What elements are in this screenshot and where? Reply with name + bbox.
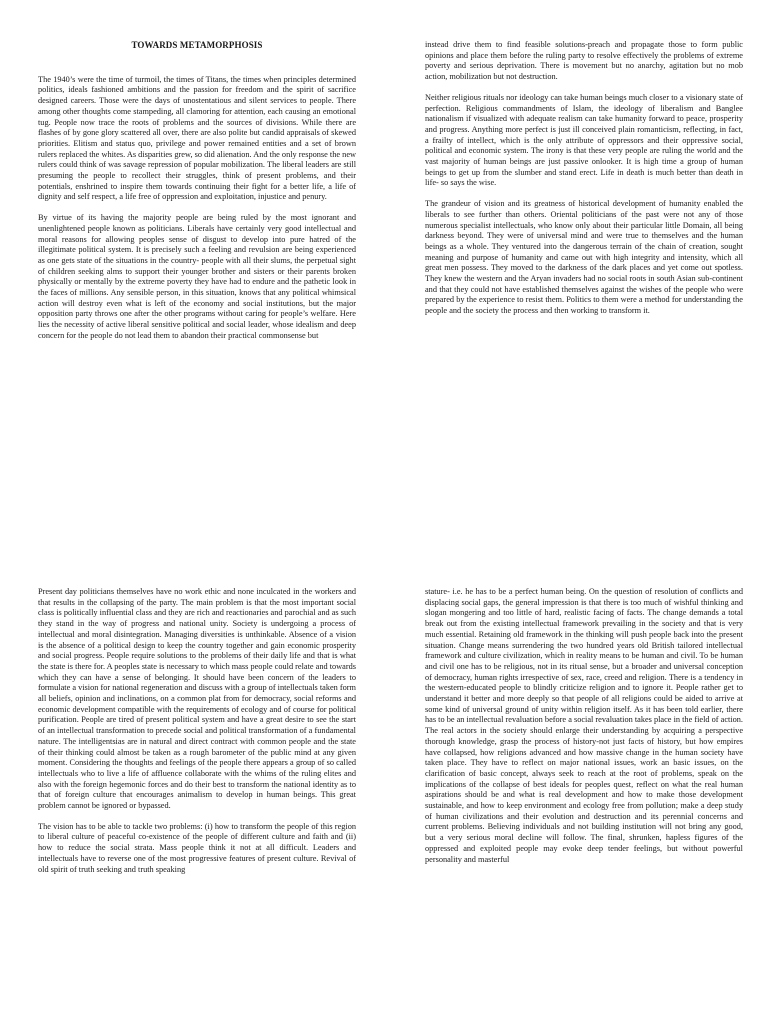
top-left-column bbox=[38, 40, 356, 352]
page-title: TOWARDS METAMORPHOSIS bbox=[131, 40, 263, 50]
paragraph: The 1940’s were the time of turmoil, the times of Titans, the times when principles determined politics, ideals fashioned ambitions and the passion for freedom and the spirit of sacrifice designed careers. Those were the days of unostentatious and silent services to people. There among other thoughts come stampeding, all clamoring for attention, each causing an emotional tug. People now trace the roots of problems and the sources of divisions. While there are flashes of by gone glory scattered all over, there are also polite but candid appraisals of skewed priorities. Elitism and status quo, privilege and power remained entities and a set of brown rulers replaced the whites. As disparities grew, so did alienation. And the only response the new rulers could think of was savage repression of popular mobilization. The liberal leaders are still presuming the people to recollect their struggles, think of present problems, and their potentials, enshrined to inspire them towards continuing their fight for a better life, a life of dignity and self respect, a life free of oppression and exploitation, injustice and penury. bbox=[38, 74, 356, 202]
paragraph: By virtue of its having the majority people are being ruled by the most ignorant and unenlightened people known as politicians. Liberals have certainly very good intellectual and moral reasons for allowing peoples sense of disgust to develop into pure hatred of the illegitimate political system. It is precisely such a feeling and revulsion are being experienced as one gets state of the situations in the country- people with all their slums, the perpetual sight of children seeking alms to support their younger brother and sisters or their parents broken physically or mentally by the extreme poverty they have had to endure and the pathetic look in the faces of millions. Any sensible person, in this situation, knows that any political whimsical action will destroy even what is left of the economy and social institutions, but the major opposition party throws one after the other programs without caring for people’s welfare. Here lies the necessity of active liberal sensitive political and social leader, whose idealism and deep concern for the people do not lead them to abandon their practical commonsense but bbox=[38, 213, 356, 340]
bottom-left-column bbox=[38, 587, 356, 885]
top-right-column bbox=[425, 40, 743, 327]
paragraph: The vision has to be able to tackle two problems: (i) how to transform the people of this region to liberal culture of peaceful co-existence of the people of different culture and faith and (ii) how to reduce the social strata. Mass people think it not at all difficult. Leaders and intellectuals have to reverse one of the most progressive features of present culture. Revival of old spirit of truth seeking and truth speaking bbox=[38, 821, 356, 874]
paragraph: stature- i.e. he has to be a perfect human being. On the question of resolution of conflicts and displacing social gaps, the general impression is that there is too much of wishful thinking and slogan mongering and too little of hard, realistic facing of facts. The change demands a total break out from the existing intellectual framework prevailing in the society and that is very much essential. Retaining old framework in the thinking will push people back into the present situation. Change means surrendering the two hundred years old British tailored intellectual framework and culture civilization, which in reality means to be human and civil. To be human and civil one has to be religious, not in its ritual sense, but a broader and universal conception of democracy, human rights irrespective of sex, race, creed and religion. There is a tendency in the western-educated people to blindly criticize religion and to ignore it. People rather get to understand it better and more deeply so that people of all religions could be aided to arrive at some kind of universal ground of unity within religion itself. As it has been told earlier, there has to be an intellectual revaluation before a social revaluation takes place in the field of action. The real actors in the society should enlarge their understanding by acquiring a perspective thorough knowledge, grasp the process of history-not just facts of history, but how empires have collapsed, how religions advanced and how massive change in the human society have taken place. They have to reflect on major national issues, work an basic issues, on the clarification of basic concept, always seek to reach at the root of problems, speak on the implications of the collapse of best ideals for peoples quest, reflect on what the real human aspirations should be and what is real development and how to make those development sustainable, and how to keep environment and ecology free from pollution; make a deep study of human civilizations and their evolution and destruction and its perennial concerns and current problems. Believing individuals and not building institution will not bring any good, but a very serious moral decline will follow. The final, shrunken, hapless figures of the oppressed and exploited people may evoke deep tender feelings, but without powerful personality and masterful bbox=[425, 587, 743, 864]
paragraph: Present day politicians themselves have no work ethic and none inculcated in the workers and that results in the collapsing of the party. The main problem is that the most important social class is politically influential class and they are rich and reactionaries and parochial and as such they stand in the way of progress and national unity. Society is undergoing a process of intellectual and moral disintegration. Managing diversities is unthinkable. Absence of a vision is the absence of a political design to keep the country together and gain economic prosperity and social progress. People require solutions to the problems of their daily life and that is what the state is there for. A peoples state is necessary to which mass people could relate and towards which they can have a sense of belonging. It should have been concern of the leaders to formulate a vision for national regeneration and discuss with a group of intellectuals taken form all beliefs, opinion and inclinations, on a common plat from for democracy, social reforms and economic development compatible with the requirements of ecology and of course for political purification. People are tired of present political system and have a great desire to see the start of an intellectual transformation to precede social and political transformation of a fundamental nature. The intelligentsias are in natural and direct contract with common people and the state of their thinking could almost be taken as a rough barometer of the public mind at any given moment. Considering the thoughts and feelings of the people there appears a group of so called intellectuals who to live a life of affluence collaborate with the whims of the ruling elites and also with the foreign hegemonic forces and do their best to transform the national identity as to that of foreign culture that encourages animalism to develop in human beings. This great problem cannot be ignored or bypassed. bbox=[38, 587, 356, 811]
paragraph: instead drive them to find feasible solutions-preach and propagate those to form public opinions and place them before the ruling party to resolve effectively the problems of extreme poverty and serious deprivation. There is movement but no anarchy, agitation but no mob action, mobilization but not destruction. bbox=[425, 40, 743, 82]
paragraph: Neither religious rituals nor ideology can take human beings much closer to a visionary state of perfection. Religious commandments of Islam, the ideology of liberalism and Banglee nationalism if visualized with adequate realism can take humanity forward to peace, prosperity and progress. Anything more perfect is just ill conceived plain romanticism, reflecting, in fact, a frailty of intellect, which is the only attribute of oppressors and their oppressive social, political and economic system. The irony is that these very people are ruling the world and the vast majority of human beings are just passive onlooker. It is high time a group of human beings to get up from the slumber and stand erect. Life in death is much better than death in life- so says the wise. bbox=[425, 92, 743, 188]
paragraph: The grandeur of vision and its greatness of historical development of humanity enabled the liberals to see further than others. Oriental politicians of the past were not any of those numerous specialist intellectuals, who know only about their particular little Domain, all being darkness beyond. They were of universal mind and were true to themselves and the human beings as a whole. They ventured into the dangerous terrain of the chain of creation, sought meaning and purpose of humanity and came out with high integrity and intensity, which all great men possess. They moved to the darkness of the dark places and yet come out spotless. They knew the western and the Aryan invaders had no social roots in south Asian sub-continent and that they could not have established themselves against the wishes of the people who were prepared by the experience to resist them. Politics to them were a method for understanding the people and the society the process and then working to transform it. bbox=[425, 199, 743, 316]
bottom-right-column bbox=[425, 587, 743, 875]
